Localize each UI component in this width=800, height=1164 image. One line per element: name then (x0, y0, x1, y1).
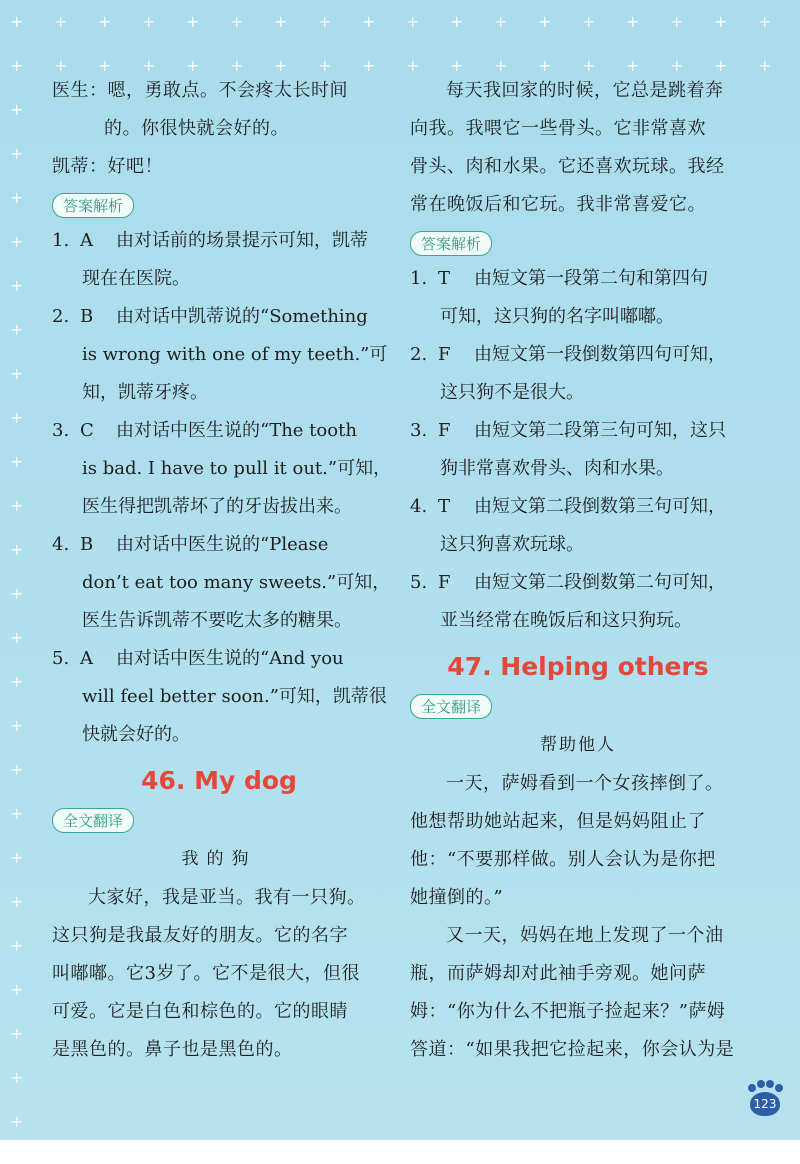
answer-item (52, 222, 386, 298)
answer-item (52, 526, 391, 640)
decorative-cross: + (98, 12, 112, 31)
answer-explanation-line: 由短文第二段倒数第二句可知， (474, 572, 726, 593)
decorative-cross: + (494, 12, 508, 31)
decorative-cross: + (758, 56, 772, 75)
decorative-cross: + (538, 56, 552, 75)
answer-explanation-line: is wrong with one of my teeth.”可 (82, 344, 388, 365)
left-column (52, 72, 392, 1069)
decorative-cross: + (10, 452, 24, 471)
paw-toe-icon (757, 1080, 765, 1088)
answer-item (410, 412, 746, 488)
passage-line: 答道：“如果我把它捡起来，你会认为是 (410, 1039, 735, 1060)
answer-letter: T (438, 268, 451, 289)
answer-item (52, 640, 386, 754)
passage-text (410, 72, 746, 224)
decorative-cross: + (10, 892, 24, 911)
decorative-cross: + (714, 56, 728, 75)
decorative-cross: + (10, 408, 24, 427)
passage-line: 又一天，妈妈在地上发现了一个油 (446, 925, 724, 946)
answer-explanation-line: 由短文第二段倒数第三句可知， (474, 496, 726, 517)
decorative-cross: + (10, 628, 24, 647)
dialogue-line: 医生：嗯，勇敢点。不会疼太长时间 (52, 80, 348, 101)
passage-line: 她撞倒的。” (410, 887, 504, 908)
answer-letter: B (80, 534, 94, 555)
passage-line: 一天，萨姆看到一个女孩摔倒了。 (446, 773, 724, 794)
answer-explanation-line: 由对话中凯蒂说的“Something (116, 306, 368, 327)
passage-line: 可爱。它是白色和棕色的。它的眼睛 (52, 1001, 348, 1022)
decorative-cross: + (10, 56, 24, 75)
decorative-cross: + (230, 12, 244, 31)
passage-line: 姆：“你为什么不把瓶子捡起来？”萨姆 (410, 1001, 726, 1022)
translation-tag: 全文翻译 (410, 694, 492, 719)
answer-number: 1. (52, 230, 70, 251)
section-title-my-dog: 46. My dog (141, 766, 297, 795)
decorative-cross: + (10, 276, 24, 295)
decorative-cross: + (10, 760, 24, 779)
decorative-cross: + (10, 980, 24, 999)
decorative-cross: + (54, 56, 68, 75)
passage-line: 每天我回家的时候，它总是跳着奔 (446, 80, 724, 101)
paw-toe-icon (766, 1080, 774, 1088)
decorative-cross: + (406, 56, 420, 75)
decorative-cross: + (142, 12, 156, 31)
answer-number: 3. (410, 420, 428, 441)
answer-letter: T (438, 496, 451, 517)
answer-item (410, 336, 746, 412)
passage-text (52, 879, 386, 1069)
answer-letter: F (438, 344, 451, 365)
decorative-cross: + (10, 584, 24, 603)
passage-subtitle: 帮助他人 (540, 735, 616, 755)
answer-number: 4. (52, 534, 70, 555)
answer-number: 5. (410, 572, 428, 593)
decorative-cross: + (10, 1024, 24, 1043)
answer-explanation-line: 医生得把凯蒂坏了的牙齿拔出来。 (82, 496, 352, 517)
answer-letter: F (438, 420, 451, 441)
decorative-cross: + (10, 1112, 24, 1131)
decorative-cross: + (626, 56, 640, 75)
decorative-cross: + (10, 144, 24, 163)
passage-line: 骨头、肉和水果。它还喜欢玩球。我经 (410, 156, 725, 177)
decorative-cross: + (10, 936, 24, 955)
answer-explanation-line: 现在在医院。 (82, 268, 190, 289)
decorative-cross: + (10, 100, 24, 119)
answer-number: 5. (52, 648, 70, 669)
answer-explanation-line: 这只狗喜欢玩球。 (440, 534, 584, 555)
answer-analysis-tag: 答案解析 (52, 193, 134, 218)
answer-item (52, 298, 386, 412)
answer-explanation-line: 知，凯蒂牙疼。 (82, 382, 208, 403)
answer-explanation-line: 可知，这只狗的名字叫嘟嘟。 (440, 306, 674, 327)
decorative-cross: + (582, 56, 596, 75)
passage-line: 瓶，而萨姆却对此袖手旁观。她问萨 (410, 963, 706, 984)
answer-number: 3. (52, 420, 70, 441)
page-number-badge (744, 1080, 786, 1122)
answer-analysis-tag: 答案解析 (410, 231, 492, 256)
answer-explanation-line: 由对话前的场景提示可知，凯蒂 (116, 230, 368, 251)
decorative-cross: + (10, 1068, 24, 1087)
answer-list (410, 260, 746, 640)
answer-list (52, 222, 392, 754)
decorative-cross: + (274, 12, 288, 31)
paw-toe-icon (748, 1084, 756, 1092)
decorative-cross: + (714, 12, 728, 31)
passage-line: 他：“不要那样做。别人会认为是你把 (410, 849, 716, 870)
decorative-cross: + (10, 848, 24, 867)
answer-explanation-line: 由对话中医生说的“The tooth (116, 420, 357, 441)
answer-item (410, 488, 746, 564)
answer-explanation-line: is bad. I have to pull it out.”可知， (82, 458, 392, 479)
answer-letter: A (80, 648, 93, 669)
passage-text (410, 765, 746, 917)
answer-number: 2. (410, 344, 428, 365)
decorative-cross: + (758, 12, 772, 31)
decorative-cross: + (186, 12, 200, 31)
answer-explanation-line: 狗非常喜欢骨头、肉和水果。 (440, 458, 674, 479)
answer-explanation-line: 由短文第一段第二句和第四句 (474, 268, 708, 289)
decorative-cross: + (142, 56, 156, 75)
decorative-cross: + (10, 12, 24, 31)
section-title-helping-others: 47. Helping others (447, 652, 709, 681)
answer-item (52, 412, 392, 526)
passage-line: 向我。我喂它一些骨头。它非常喜欢 (410, 118, 706, 139)
answer-letter: C (80, 420, 94, 441)
answer-number: 4. (410, 496, 428, 517)
answer-item (410, 564, 746, 640)
decorative-cross: + (10, 496, 24, 515)
decorative-cross: + (670, 56, 684, 75)
decorative-cross: + (450, 56, 464, 75)
answer-number: 1. (410, 268, 428, 289)
passage-line: 大家好，我是亚当。我有一只狗。 (88, 887, 366, 908)
passage-line: 是黑色的。鼻子也是黑色的。 (52, 1039, 293, 1060)
answer-explanation-line: will feel better soon.”可知，凯蒂很 (82, 686, 387, 707)
translation-tag: 全文翻译 (52, 808, 134, 833)
decorative-cross: + (230, 56, 244, 75)
page-number: 123 (750, 1092, 780, 1116)
decorative-cross: + (10, 804, 24, 823)
decorative-cross: + (494, 56, 508, 75)
dialogue-line: 的。你很快就会好的。 (104, 118, 289, 139)
answer-explanation-line: 快就会好的。 (82, 724, 190, 745)
answer-explanation-line: 由短文第二段第三句可知，这只 (474, 420, 726, 441)
right-column (410, 72, 746, 1069)
passage-line: 叫嘟嘟。它3岁了。它不是很大，但很 (52, 963, 360, 984)
decorative-cross: + (362, 56, 376, 75)
decorative-cross: + (406, 12, 420, 31)
decorative-cross: + (450, 12, 464, 31)
decorative-cross: + (10, 672, 24, 691)
paw-toe-icon (775, 1084, 783, 1092)
decorative-cross: + (538, 12, 552, 31)
decorative-cross: + (98, 56, 112, 75)
passage-subtitle: 我的狗 (181, 849, 257, 869)
answer-letter: B (80, 306, 94, 327)
passage-line: 常在晚饭后和它玩。我非常喜爱它。 (410, 194, 706, 215)
decorative-cross: + (10, 232, 24, 251)
decorative-cross: + (10, 540, 24, 559)
decorative-cross: + (626, 12, 640, 31)
passage-line: 他想帮助她站起来，但是妈妈阻止了 (410, 811, 706, 832)
answer-explanation-line: 医生告诉凯蒂不要吃太多的糖果。 (82, 610, 352, 631)
answer-explanation-line: 亚当经常在晚饭后和这只狗玩。 (440, 610, 692, 631)
answer-letter: F (438, 572, 451, 593)
decorative-cross: + (582, 12, 596, 31)
decorative-cross: + (274, 56, 288, 75)
answer-explanation-line: 由短文第一段倒数第四句可知， (474, 344, 726, 365)
decorative-cross: + (10, 716, 24, 735)
decorative-cross: + (318, 12, 332, 31)
answer-number: 2. (52, 306, 70, 327)
answer-explanation-line: don’t eat too many sweets.”可知， (82, 572, 391, 593)
passage-line: 这只狗是我最友好的朋友。它的名字 (52, 925, 348, 946)
dialogue-line: 凯蒂：好吧！ (52, 156, 163, 177)
answer-letter: A (80, 230, 93, 251)
decorative-cross: + (10, 320, 24, 339)
decorative-cross: + (10, 188, 24, 207)
answer-item (410, 260, 746, 336)
decorative-cross: + (318, 56, 332, 75)
answer-explanation-line: 由对话中医生说的“And you (116, 648, 344, 669)
decorative-cross: + (54, 12, 68, 31)
answer-explanation-line: 由对话中医生说的“Please (116, 534, 329, 555)
decorative-cross: + (362, 12, 376, 31)
answer-explanation-line: 这只狗不是很大。 (440, 382, 584, 403)
decorative-cross: + (670, 12, 684, 31)
passage-text (410, 917, 746, 1069)
decorative-cross: + (10, 364, 24, 383)
decorative-cross: + (186, 56, 200, 75)
